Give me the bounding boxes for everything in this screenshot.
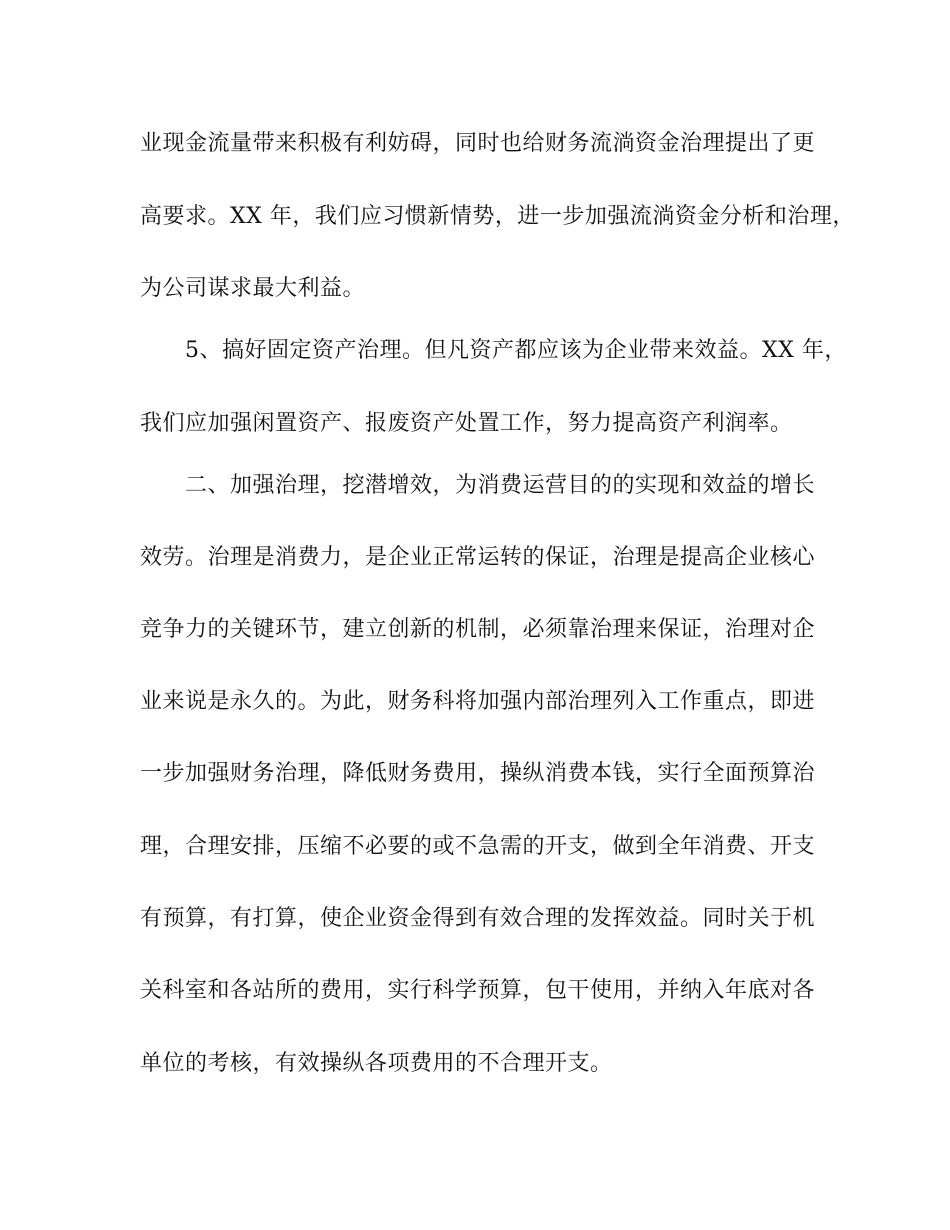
text-line-10: 一步加强财务治理，降低财务费用，操纵消费本钱，实行全面预算治 bbox=[140, 761, 816, 786]
text-line-11: 理，合理安排，压缩不必要的或不急需的开支，做到全年消费、开支 bbox=[140, 834, 816, 859]
text-line-2: 高要求。XX 年，我们应习惯新情势，进一步加强流淌资金分析和治理， bbox=[140, 204, 855, 229]
text-line-8: 竞争力的关键环节，建立创新的机制，必须靠治理来保证，治理对企 bbox=[140, 617, 816, 642]
text-line-5: 我们应加强闲置资产、报废资产处置工作，努力提高资产利润率。 bbox=[140, 411, 793, 436]
text-line-14: 单位的考核，有效操纵各项费用的不合理开支。 bbox=[140, 1051, 613, 1076]
text-line-6: 二、加强治理，挖潜增效，为消费运营目的的实现和效益的增长 bbox=[185, 473, 816, 498]
text-line-7: 效劳。治理是消费力，是企业正常运转的保证，治理是提高企业核心 bbox=[140, 545, 816, 570]
text-line-12: 有预算，有打算，使企业资金得到有效合理的发挥效益。同时关于机 bbox=[140, 906, 816, 931]
text-line-3: 为公司谋求最大利益。 bbox=[140, 276, 366, 301]
text-line-13: 关科室和各站所的费用，实行科学预算，包干使用，并纳入年底对各 bbox=[140, 978, 816, 1003]
text-line-4: 5、搞好固定资产治理。但凡资产都应该为企业带来效益。XX 年， bbox=[185, 338, 847, 363]
text-line-1: 业现金流量带来积极有利妨碍，同时也给财务流淌资金治理提出了更 bbox=[140, 131, 816, 156]
text-line-9: 业来说是永久的。为此，财务科将加强内部治理列入工作重点，即进 bbox=[140, 689, 816, 714]
